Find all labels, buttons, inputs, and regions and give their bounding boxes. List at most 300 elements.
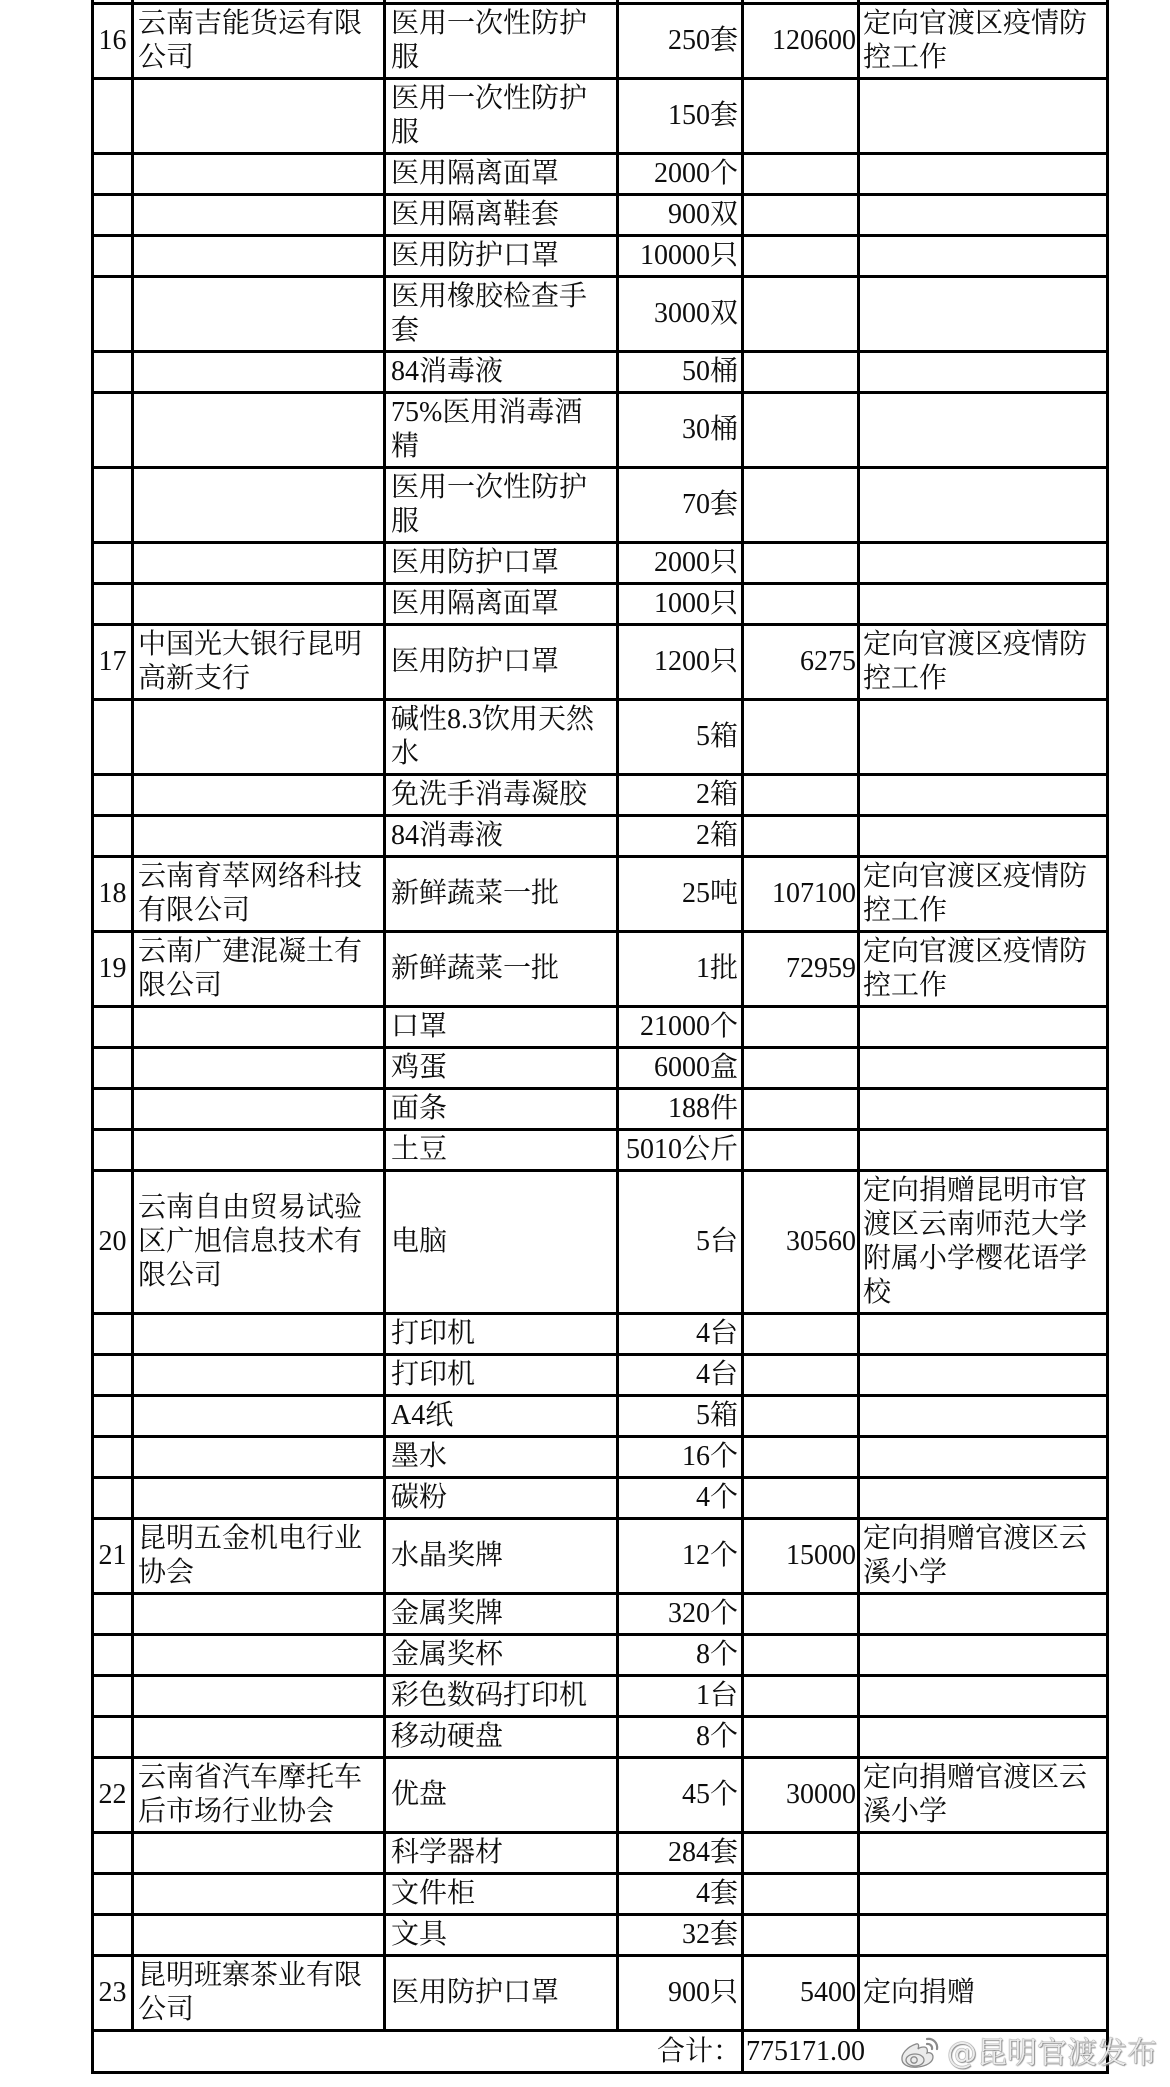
donor-name: 昆明五金机电行业协会 <box>138 1523 363 1588</box>
remarks-cell <box>860 1397 1109 1435</box>
remarks-cell <box>860 0 1109 2</box>
table-row <box>94 776 1109 817</box>
quantity: 12个 <box>681 1540 738 1571</box>
item-name: 医用橡胶检查手套 <box>391 281 588 346</box>
item-name: 医用隔离面罩 <box>391 158 560 189</box>
item-cell <box>386 80 619 152</box>
donor-cell <box>134 196 386 234</box>
table-row <box>94 1008 1109 1049</box>
quantity-cell <box>619 278 744 350</box>
table-row <box>94 817 1109 858</box>
row-number-cell <box>94 1397 134 1435</box>
donor-name: 中国光大银行昆明高新支行 <box>138 629 363 694</box>
remarks-cell <box>860 1315 1109 1353</box>
remarks-cell <box>860 1131 1109 1169</box>
amount-cell <box>744 1718 860 1756</box>
row-number-cell <box>94 1957 134 2029</box>
amount-cell <box>744 196 860 234</box>
quantity: 1000只 <box>653 588 738 619</box>
quantity-cell <box>619 237 744 275</box>
remarks: 定向捐赠 <box>863 1977 976 2008</box>
table-row <box>94 1759 1109 1834</box>
remarks: 定向官渡区疫情防控工作 <box>863 8 1088 73</box>
donor-cell <box>134 80 386 152</box>
amount-cell <box>744 1131 860 1169</box>
item-name: 鸡蛋 <box>391 1052 448 1083</box>
amount-cell <box>744 1636 860 1674</box>
quantity-cell <box>619 353 744 391</box>
donor-cell <box>134 237 386 275</box>
remarks-cell <box>860 776 1109 814</box>
item-name: 彩色数码打印机 <box>391 1680 588 1711</box>
quantity: 900只 <box>667 1977 738 2008</box>
donor-cell <box>134 701 386 773</box>
quantity-cell <box>619 0 744 2</box>
remarks-cell <box>860 1172 1109 1312</box>
table-row <box>94 1957 1109 2032</box>
row-number-cell <box>94 1131 134 1169</box>
remarks-cell <box>860 1520 1109 1592</box>
quantity-cell <box>619 1636 744 1674</box>
item-name: 科学器材 <box>391 1837 504 1868</box>
remarks-cell <box>860 353 1109 391</box>
total-row <box>94 2032 1109 2074</box>
item-name: 移动硬盘 <box>391 1721 504 1752</box>
table-row <box>94 1677 1109 1718</box>
remarks-cell <box>860 817 1109 855</box>
remarks-cell <box>860 1957 1109 2029</box>
quantity-cell <box>619 1131 744 1169</box>
item-cell <box>386 776 619 814</box>
item-cell <box>386 1718 619 1756</box>
row-number-cell <box>94 1875 134 1913</box>
remarks-cell <box>860 544 1109 582</box>
item-name: 医用一次性防护服 <box>391 472 588 537</box>
quantity-cell <box>619 1438 744 1476</box>
quantity-cell <box>619 1759 744 1831</box>
row-number-cell <box>94 1479 134 1517</box>
table-row <box>94 1397 1109 1438</box>
remarks-cell <box>860 1008 1109 1046</box>
amount-cell <box>744 544 860 582</box>
quantity: 10000只 <box>639 240 738 271</box>
quantity: 70套 <box>681 489 738 520</box>
amount-cell <box>744 626 860 698</box>
donor-cell <box>134 1315 386 1353</box>
quantity: 21000个 <box>639 1011 738 1042</box>
item-cell <box>386 1315 619 1353</box>
row-number-cell <box>94 1438 134 1476</box>
row-number-cell <box>94 1916 134 1954</box>
remarks-cell <box>860 1438 1109 1476</box>
donor-cell <box>134 544 386 582</box>
item-name: 医用防护口罩 <box>391 1977 560 2008</box>
amount-cell <box>744 1315 860 1353</box>
quantity-cell <box>619 1718 744 1756</box>
quantity: 320个 <box>667 1598 738 1629</box>
item-cell <box>386 196 619 234</box>
item-name: 口罩 <box>391 1011 448 1042</box>
quantity: 4台 <box>695 1318 738 1349</box>
amount: 30560 <box>786 1226 856 1257</box>
item-name: 金属奖杯 <box>391 1639 504 1670</box>
item-cell <box>386 585 619 623</box>
donor-name: 云南省汽车摩托车后市场行业协会 <box>138 1762 363 1827</box>
donor-cell <box>134 1090 386 1128</box>
remarks-cell <box>860 5 1109 77</box>
quantity-cell <box>619 1834 744 1872</box>
donor-cell <box>134 817 386 855</box>
donor-cell <box>134 278 386 350</box>
donor-name: 云南广建混凝土有限公司 <box>138 936 363 1001</box>
watermark-text: @昆明官渡发布 <box>947 2036 1157 2071</box>
quantity-cell <box>619 585 744 623</box>
quantity-cell <box>619 469 744 541</box>
item-cell <box>386 1172 619 1312</box>
item-name: 医用防护口罩 <box>391 646 560 677</box>
table-row <box>94 196 1109 237</box>
table-row <box>94 1636 1109 1677</box>
table-row <box>94 933 1109 1008</box>
remarks-cell <box>860 858 1109 930</box>
row-number-cell <box>94 1356 134 1394</box>
quantity: 4套 <box>695 1878 738 1909</box>
item-cell <box>386 933 619 1005</box>
donor-cell <box>134 1595 386 1633</box>
quantity: 25吨 <box>681 878 738 909</box>
donor-cell <box>134 776 386 814</box>
quantity: 2箱 <box>695 820 738 851</box>
donor-cell <box>134 353 386 391</box>
amount-cell <box>744 155 860 193</box>
quantity-cell <box>619 1008 744 1046</box>
table-row <box>94 1356 1109 1397</box>
quantity-cell <box>619 933 744 1005</box>
row-number-cell <box>94 155 134 193</box>
item-cell <box>386 1916 619 1954</box>
item-cell <box>386 1636 619 1674</box>
quantity-cell <box>619 80 744 152</box>
amount-cell <box>744 353 860 391</box>
donor-cell <box>134 1759 386 1831</box>
row-number: 18 <box>98 878 127 909</box>
row-number-cell <box>94 544 134 582</box>
remarks-cell <box>860 237 1109 275</box>
row-number-cell <box>94 626 134 698</box>
amount: 72959 <box>786 953 856 984</box>
quantity: 2箱 <box>695 779 738 810</box>
amount-cell <box>744 80 860 152</box>
remarks-cell <box>860 1049 1109 1087</box>
quantity-cell <box>619 1090 744 1128</box>
donor-cell <box>134 1834 386 1872</box>
table-row <box>94 1916 1109 1957</box>
donor-cell <box>134 626 386 698</box>
item-cell <box>386 1090 619 1128</box>
amount-cell <box>744 1677 860 1715</box>
amount-cell <box>744 1520 860 1592</box>
quantity: 3000双 <box>653 298 738 329</box>
amount-cell <box>744 1916 860 1954</box>
item-cell <box>386 469 619 541</box>
quantity: 5箱 <box>695 1400 738 1431</box>
amount-cell <box>744 1172 860 1312</box>
row-number-cell <box>94 858 134 930</box>
donor-cell <box>134 1049 386 1087</box>
item-name: 84消毒液 <box>391 820 504 851</box>
item-cell <box>386 1677 619 1715</box>
donor-name: 云南育萃网络科技有限公司 <box>138 861 363 926</box>
row-number: 22 <box>98 1779 127 1810</box>
item-cell <box>386 394 619 466</box>
remarks-cell <box>860 585 1109 623</box>
remarks: 定向捐赠官渡区云溪小学 <box>863 1762 1088 1827</box>
row-number-cell <box>94 1677 134 1715</box>
donor-cell <box>134 1520 386 1592</box>
row-number-cell <box>94 1315 134 1353</box>
quantity: 45个 <box>681 1779 738 1810</box>
item-name: 打印机 <box>391 1318 476 1349</box>
item-cell <box>386 0 619 2</box>
quantity-cell <box>619 1049 744 1087</box>
table-row <box>94 701 1109 776</box>
item-cell <box>386 817 619 855</box>
item-cell <box>386 701 619 773</box>
quantity: 188件 <box>667 1093 738 1124</box>
amount-cell <box>744 394 860 466</box>
table-row <box>94 80 1109 155</box>
amount-cell <box>744 1834 860 1872</box>
item-name: 碳粉 <box>391 1482 448 1513</box>
donor-cell <box>134 1875 386 1913</box>
donor-cell <box>134 1677 386 1715</box>
quantity: 5010公斤 <box>625 1134 738 1165</box>
table-row <box>94 155 1109 196</box>
item-cell <box>386 5 619 77</box>
quantity-cell <box>619 1397 744 1435</box>
row-number: 23 <box>98 1977 127 2008</box>
row-number: 19 <box>98 953 127 984</box>
item-cell <box>386 237 619 275</box>
remarks-cell <box>860 1677 1109 1715</box>
donor-cell <box>134 1131 386 1169</box>
quantity-cell <box>619 1595 744 1633</box>
row-number-cell <box>94 196 134 234</box>
row-number-cell <box>94 817 134 855</box>
item-name: 医用防护口罩 <box>391 240 560 271</box>
table-row <box>94 278 1109 353</box>
remarks-cell <box>860 1834 1109 1872</box>
remarks-cell <box>860 196 1109 234</box>
donor-cell <box>134 1957 386 2029</box>
table-row <box>94 1438 1109 1479</box>
row-number-cell <box>94 0 134 2</box>
remarks-cell <box>860 1479 1109 1517</box>
quantity: 16个 <box>681 1441 738 1472</box>
amount-cell <box>744 469 860 541</box>
quantity-cell <box>619 1520 744 1592</box>
row-number-cell <box>94 5 134 77</box>
donor-cell <box>134 1718 386 1756</box>
item-cell <box>386 544 619 582</box>
amount-cell <box>744 933 860 1005</box>
item-name: 金属奖牌 <box>391 1598 504 1629</box>
amount-cell <box>744 1438 860 1476</box>
donor-cell <box>134 1479 386 1517</box>
table-row <box>94 1520 1109 1595</box>
row-number-cell <box>94 1759 134 1831</box>
amount-cell <box>744 278 860 350</box>
row-number: 21 <box>98 1540 127 1571</box>
total-label: 合计： <box>656 2035 741 2067</box>
amount: 30000 <box>786 1779 856 1810</box>
row-number-cell <box>94 394 134 466</box>
quantity-cell <box>619 394 744 466</box>
quantity: 2000个 <box>653 158 738 189</box>
row-number-cell <box>94 1636 134 1674</box>
donor-cell <box>134 1636 386 1674</box>
row-number-cell <box>94 1718 134 1756</box>
remarks-cell <box>860 701 1109 773</box>
item-cell <box>386 278 619 350</box>
amount-cell <box>744 1049 860 1087</box>
table-row <box>94 1595 1109 1636</box>
row-number-cell <box>94 1008 134 1046</box>
table-row <box>94 858 1109 933</box>
donation-table <box>91 0 1109 2074</box>
donor-cell <box>134 0 386 2</box>
row-number-cell <box>94 353 134 391</box>
remarks-cell <box>860 1090 1109 1128</box>
row-number-cell <box>94 1520 134 1592</box>
amount: 15000 <box>786 1540 856 1571</box>
item-name: 土豆 <box>391 1134 448 1165</box>
row-number-cell <box>94 1834 134 1872</box>
remarks: 定向捐赠昆明市官渡区云南师范大学附属小学樱花语学校 <box>863 1175 1088 1308</box>
quantity: 900双 <box>667 199 738 230</box>
remarks-cell <box>860 1636 1109 1674</box>
donor-cell <box>134 469 386 541</box>
item-cell <box>386 1834 619 1872</box>
remarks-cell <box>860 626 1109 698</box>
amount: 5400 <box>800 1977 856 2008</box>
item-cell <box>386 155 619 193</box>
item-cell <box>386 1008 619 1046</box>
table-row <box>94 626 1109 701</box>
remarks-cell <box>860 469 1109 541</box>
quantity-cell <box>619 1677 744 1715</box>
total-label-cell <box>94 2032 744 2071</box>
amount-cell <box>744 5 860 77</box>
item-cell <box>386 353 619 391</box>
table-row <box>94 1172 1109 1315</box>
amount-cell <box>744 1957 860 2029</box>
item-cell <box>386 1595 619 1633</box>
remarks-cell <box>860 155 1109 193</box>
item-name: 医用隔离面罩 <box>391 588 560 619</box>
item-name: A4纸 <box>391 1400 454 1431</box>
item-cell <box>386 1131 619 1169</box>
item-cell <box>386 1049 619 1087</box>
row-number: 17 <box>98 646 127 677</box>
quantity: 30桶 <box>681 414 738 445</box>
remarks: 定向官渡区疫情防控工作 <box>863 936 1088 1001</box>
quantity: 1批 <box>695 953 738 984</box>
donor-name: 云南自由贸易试验区广旭信息技术有限公司 <box>138 1192 363 1291</box>
remarks-cell <box>860 1759 1109 1831</box>
item-name: 新鲜蔬菜一批 <box>391 878 560 909</box>
item-cell <box>386 1397 619 1435</box>
donor-cell <box>134 1438 386 1476</box>
row-number: 20 <box>98 1226 127 1257</box>
quantity-cell <box>619 1172 744 1312</box>
item-cell <box>386 1759 619 1831</box>
row-number-cell <box>94 933 134 1005</box>
row-number-cell <box>94 776 134 814</box>
table-row <box>94 1090 1109 1131</box>
amount-cell <box>744 0 860 2</box>
donor-cell <box>134 585 386 623</box>
donor-cell <box>134 933 386 1005</box>
amount-cell <box>744 1759 860 1831</box>
item-name: 碱性8.3饮用天然水 <box>391 704 595 769</box>
table-row <box>94 585 1109 626</box>
quantity: 8个 <box>695 1639 738 1670</box>
donor-cell <box>134 1916 386 1954</box>
row-number-cell <box>94 1172 134 1312</box>
donor-cell <box>134 5 386 77</box>
remarks: 定向官渡区疫情防控工作 <box>863 861 1088 926</box>
item-name: 优盘 <box>391 1779 448 1810</box>
item-name: 免洗手消毒凝胶 <box>391 779 588 810</box>
item-name: 医用防护口罩 <box>391 547 560 578</box>
item-name: 文件柜 <box>391 1878 476 1909</box>
table-row <box>94 1718 1109 1759</box>
quantity-cell <box>619 776 744 814</box>
item-name: 面条 <box>391 1093 448 1124</box>
quantity-cell <box>619 5 744 77</box>
donor-cell <box>134 1397 386 1435</box>
item-name: 医用隔离鞋套 <box>391 199 560 230</box>
row-number-cell <box>94 585 134 623</box>
quantity-cell <box>619 155 744 193</box>
quantity: 1200只 <box>653 646 738 677</box>
quantity: 32套 <box>681 1919 738 1950</box>
amount-cell <box>744 585 860 623</box>
remarks-cell <box>860 394 1109 466</box>
row-number-cell <box>94 701 134 773</box>
quantity-cell <box>619 626 744 698</box>
quantity: 5箱 <box>695 721 738 752</box>
remarks-cell <box>860 1595 1109 1633</box>
item-cell <box>386 1479 619 1517</box>
quantity: 5台 <box>695 1226 738 1257</box>
item-cell <box>386 1356 619 1394</box>
quantity-cell <box>619 1875 744 1913</box>
table-row <box>94 1875 1109 1916</box>
quantity: 4台 <box>695 1359 738 1390</box>
table-row <box>94 353 1109 394</box>
quantity-cell <box>619 1315 744 1353</box>
quantity: 250套 <box>667 25 738 56</box>
item-name: 75%医用消毒酒精 <box>391 397 583 462</box>
donor-cell <box>134 858 386 930</box>
amount-cell <box>744 1090 860 1128</box>
table-row <box>94 469 1109 544</box>
item-cell <box>386 626 619 698</box>
quantity: 6000盒 <box>653 1052 738 1083</box>
donor-cell <box>134 1172 386 1312</box>
